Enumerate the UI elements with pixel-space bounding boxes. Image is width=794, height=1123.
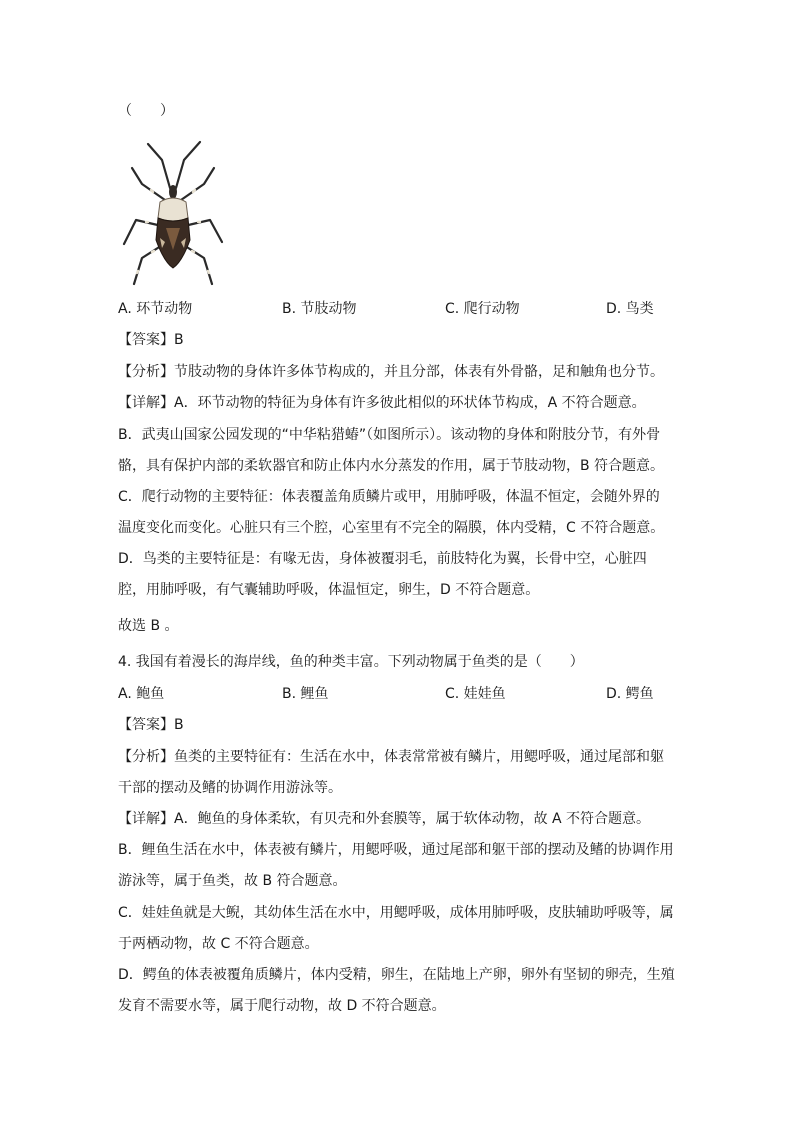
q3-detail-d: D．鸟类的主要特征是：有喙无齿，身体被覆羽毛，前肢特化为翼，长骨中空，心脏四 bbox=[118, 551, 647, 567]
option-c[interactable]: C. 娃娃鱼 bbox=[445, 686, 506, 702]
q3-conclusion: 故选 B 。 bbox=[118, 618, 179, 634]
q4-detail-d: D．鳄鱼的体表被覆角质鳞片，体内受精，卵生，在陆地上产卵，卵外有坚韧的卵壳，生殖 bbox=[118, 967, 675, 983]
q4-detail-c-cont: 于两栖动物，故 C 不符合题意。 bbox=[118, 936, 319, 952]
option-d[interactable]: D. 鸟类 bbox=[606, 301, 654, 317]
q4-analysis: 【分析】鱼类的主要特征有：生活在水中，体表常常被有鳞片，用鳃呼吸，通过尾部和躯 bbox=[118, 749, 664, 765]
q3-detail-a: 【详解】A．环节动物的特征为身体有许多彼此相似的环状体节构成，A 不符合题意。 bbox=[118, 395, 646, 411]
q4-detail-c: C．娃娃鱼就是大鲵，其幼体生活在水中，用鳃呼吸，成体用肺呼吸，皮肤辅助呼吸等，属 bbox=[118, 905, 674, 921]
question-paren: （ ） bbox=[118, 103, 174, 119]
q3-detail-b-cont: 骼，具有保护内部的柔软器官和防止体内水分蒸发的作用，属于节肢动物，B 符合题意。 bbox=[118, 458, 665, 474]
q4-detail-a: 【详解】A．鲍鱼的身体柔软，有贝壳和外套膜等，属于软体动物，故 A 不符合题意。 bbox=[118, 811, 651, 827]
q3-options bbox=[118, 299, 678, 319]
q4-detail-d-cont: 发育不需要水等，属于爬行动物，故 D 不符合题意。 bbox=[118, 998, 446, 1014]
option-b[interactable]: B. 鲤鱼 bbox=[282, 686, 329, 702]
q3-detail-c: C．爬行动物的主要特征：体表覆盖角质鳞片或甲，用肺呼吸，体温不恒定，会随外界的 bbox=[118, 489, 660, 505]
q4-analysis-cont: 干部的摆动及鳍的协调作用游泳等。 bbox=[118, 780, 342, 796]
option-d[interactable]: D. 鳄鱼 bbox=[606, 686, 654, 702]
q4-detail-b-cont: 游泳等，属于鱼类，故 B 符合题意。 bbox=[118, 873, 347, 889]
q3-answer: 【答案】B bbox=[118, 332, 184, 348]
q3-analysis: 【分析】节肢动物的身体许多体节构成的，并且分部，体表有外骨骼，足和触角也分节。 bbox=[118, 364, 664, 380]
q3-detail-b: B．武夷山国家公园发现的“中华粘猎蝽”（如图所示）。该动物的身体和附肢分节，有外骨 bbox=[118, 427, 661, 443]
insect-image bbox=[118, 138, 228, 288]
q3-detail-d-cont: 腔，用肺呼吸，有气囊辅助呼吸，体温恒定，卵生，D 不符合题意。 bbox=[118, 582, 540, 598]
q4-options bbox=[118, 684, 678, 704]
q3-detail-c-cont: 温度变化而变化。心脏只有三个腔，心室里有不完全的隔膜，体内受精，C 不符合题意。 bbox=[118, 520, 665, 536]
q4-detail-b: B．鲤鱼生活在水中，体表被有鳞片，用鳃呼吸，通过尾部和躯干部的摆动及鳍的协调作用 bbox=[118, 842, 674, 858]
option-a[interactable]: A. 鲍鱼 bbox=[118, 686, 165, 702]
assassin-bug-illustration bbox=[118, 138, 228, 288]
option-c[interactable]: C. 爬行动物 bbox=[445, 301, 520, 317]
option-a[interactable]: A. 环节动物 bbox=[118, 301, 193, 317]
option-b[interactable]: B. 节肢动物 bbox=[282, 301, 357, 317]
q4-question: 4. 我国有着漫长的海岸线，鱼的种类丰富。下列动物属于鱼类的是（ ） bbox=[118, 654, 584, 670]
q4-answer: 【答案】B bbox=[118, 717, 184, 733]
